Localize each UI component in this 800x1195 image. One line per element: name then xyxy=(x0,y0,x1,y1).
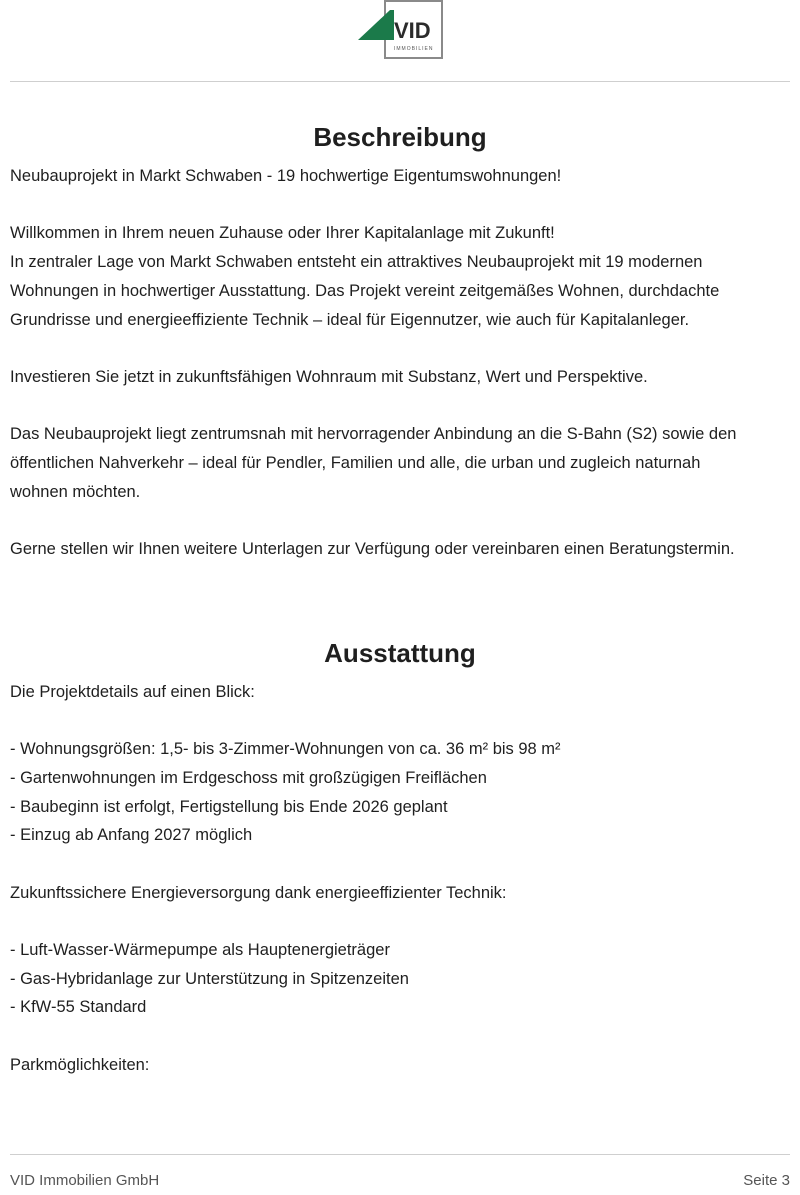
paragraph-line: Wohnungen in hochwertiger Ausstattung. Das Projekt vereint zeitgemäßes Wohnen, durchdachte xyxy=(10,281,720,300)
footer-company: VID Immobilien GmbH xyxy=(10,1172,160,1189)
logo-green-triangle xyxy=(358,10,394,40)
section-beschreibung xyxy=(10,112,790,564)
section-title: Ausstattung xyxy=(324,637,476,668)
paragraph-line: Zukunftssichere Energieversorgung dank energieeffizienter Technik: xyxy=(10,883,507,902)
list-item: - Wohnungsgrößen: 1,5- bis 3-Zimmer-Wohnungen von ca. 36 m² bis 98 m² xyxy=(10,740,561,759)
paragraph-line: öffentlichen Nahverkehr – ideal für Pendler, Familien und alle, die urban und zugleich naturnah xyxy=(10,453,701,472)
paragraph-line xyxy=(10,506,790,535)
section-ausstattung xyxy=(10,628,790,1080)
company-logo xyxy=(356,0,444,60)
section-spacer xyxy=(10,564,790,628)
page-header xyxy=(0,0,800,82)
paragraph-line xyxy=(10,392,790,421)
paragraph-line: Das Neubauprojekt liegt zentrumsnah mit hervorragender Anbindung an die S-Bahn (S2) sowie den xyxy=(10,425,737,444)
list-item: - Einzug ab Anfang 2027 möglich xyxy=(10,826,253,845)
section-body xyxy=(10,678,790,1080)
header-divider xyxy=(10,81,790,82)
section-title: Beschreibung xyxy=(313,122,487,152)
paragraph-line: Neubauprojekt in Markt Schwaben - 19 hochwertige Eigentumswohnungen! xyxy=(10,167,562,185)
paragraph-line: Investieren Sie jetzt in zukunftsfähigen Wohnraum mit Substanz, Wert und Perspektive. xyxy=(10,367,648,386)
logo-text: VID xyxy=(394,18,431,43)
paragraph-line: wohnen möchten. xyxy=(10,482,141,501)
paragraph-line: Grundrisse und energieeffiziente Technik – ideal für Eigennutzer, wie auch für Kapitalanleger. xyxy=(10,310,690,329)
paragraph-line xyxy=(10,1022,790,1051)
paragraph-line xyxy=(10,191,790,220)
footer-page-number: Seite 3 xyxy=(743,1172,790,1189)
logo-subtext: IMMOBILIEN xyxy=(394,46,434,52)
paragraph-line: Willkommen in Ihrem neuen Zuhause oder Ihrer Kapitalanlage mit Zukunft! xyxy=(10,224,555,243)
footer-divider xyxy=(10,1154,790,1155)
paragraph-line: In zentraler Lage von Markt Schwaben entsteht ein attraktives Neubauprojekt mit 19 modernen xyxy=(10,253,703,272)
paragraph-line xyxy=(10,907,790,936)
paragraph-line: Gerne stellen wir Ihnen weitere Unterlagen zur Verfügung oder vereinbaren einen Beratungstermin. xyxy=(10,540,735,559)
list-item: - Baubeginn ist erfolgt, Fertigstellung bis Ende 2026 geplant xyxy=(10,797,448,816)
list-item: - Luft-Wasser-Wärmepumpe als Hauptenergieträger xyxy=(10,941,390,960)
paragraph-line: Parkmöglichkeiten: xyxy=(10,1055,150,1074)
vid-logo-icon xyxy=(356,0,444,60)
section-body xyxy=(10,162,790,564)
paragraph-line xyxy=(10,850,790,879)
list-item: - Gas-Hybridanlage zur Unterstützung in Spitzenzeiten xyxy=(10,969,409,988)
document-content xyxy=(10,112,790,1080)
list-item: - Gartenwohnungen im Erdgeschoss mit großzügigen Freiflächen xyxy=(10,768,487,787)
list-item: - KfW-55 Standard xyxy=(10,998,147,1017)
paragraph-line xyxy=(10,706,790,735)
paragraph-line xyxy=(10,334,790,363)
paragraph-line: Die Projektdetails auf einen Blick: xyxy=(10,682,255,701)
